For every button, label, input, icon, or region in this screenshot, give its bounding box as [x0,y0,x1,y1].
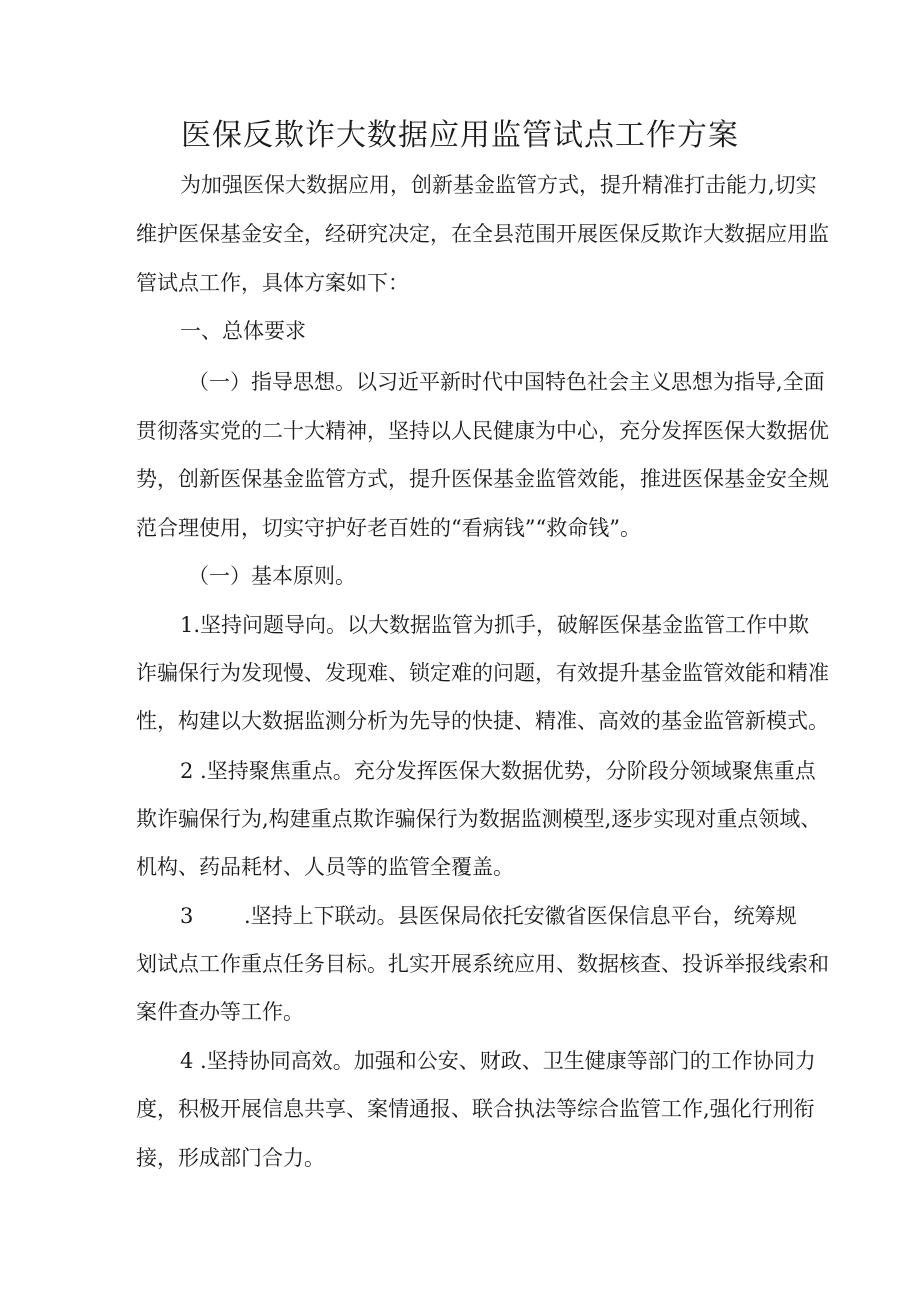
section-heading: 一、总体要求 [180,319,306,343]
intro-line-1: 为加强医保大数据应用，创新基金监管方式，提升精准打击能力,切实 [180,173,817,197]
guiding-line-3: 势，创新医保基金监管方式，提升医保基金监管效能，推进医保基金安全规 [136,467,829,491]
principle2-line-1: 2 .坚持聚焦重点。充分发挥医保大数据优势，分阶段分领域聚焦重点 [180,759,816,783]
principle4-line-1: 4 .坚持协同高效。加强和公安、财政、卫生健康等部门的工作协同力 [180,1049,816,1073]
principle1-line-2: 诈骗保行为发现慢、发现难、锁定难的问题，有效提升基金监管效能和精准 [136,661,829,685]
guiding-line-1: （一）指导思想。以习近平新时代中国特色社会主义思想为指导,全面 [188,370,825,394]
principle1-line-3: 性，构建以大数据监测分析为先导的快捷、精准、高效的基金监管新模式。 [136,709,829,733]
guiding-line-4: 范合理使用，切实守护好老百姓的“看病钱”“救命钱”。 [136,516,641,540]
principle3-line-1: .坚持上下联动。县医保局依托安徽省医保信息平台，统筹规 [244,904,797,928]
principle2-line-3: 机构、药品耗材、人员等的监管全覆盖。 [136,855,514,879]
principles-heading: （一）基本原则。 [188,564,356,588]
principle2-line-2: 欺诈骗保行为,构建重点欺诈骗保行为数据监测模型,逐步实现对重点领域、 [136,807,822,831]
guiding-line-2: 贯彻落实党的二十大精神，坚持以人民健康为中心，充分发挥医保大数据优 [136,419,829,443]
principle4-line-3: 接，形成部门合力。 [136,1146,325,1170]
principle4-line-2: 度，积极开展信息共享、案情通报、联合执法等综合监管工作,强化行刑衔 [136,1097,815,1121]
principle1-line-1: 1.坚持问题导向。以大数据监管为抓手，破解医保基金监管工作中欺 [180,613,810,637]
principle3-line-2: 划试点工作重点任务目标。扎实开展系统应用、数据核查、投诉举报线索和 [136,952,829,976]
intro-line-3: 管试点工作，具体方案如下： [136,271,409,295]
principle3-number: 3 [180,904,194,928]
intro-line-2: 维护医保基金安全，经研究决定，在全县范围开展医保反欺诈大数据应用监 [136,222,829,246]
document-title: 医保反欺诈大数据应用监管试点工作方案 [181,118,739,153]
principle3-line-3: 案件查办等工作。 [136,1000,304,1024]
